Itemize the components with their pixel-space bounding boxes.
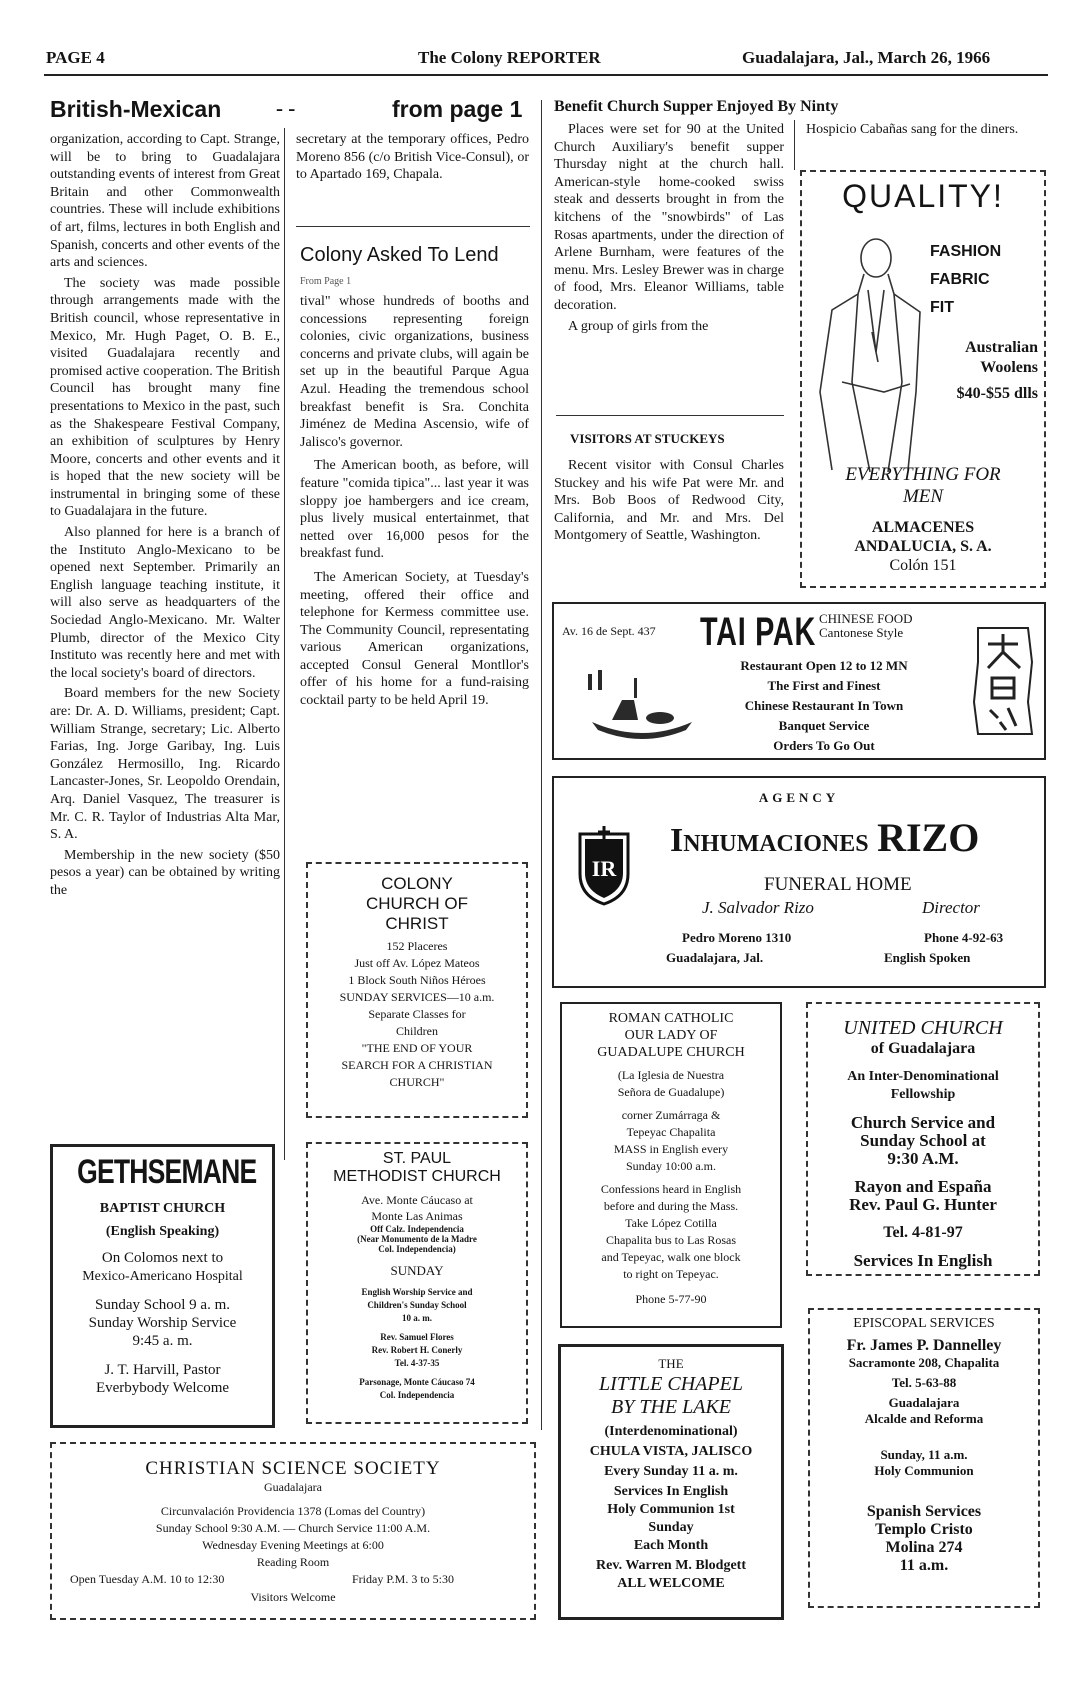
ad-address: Pedro Moreno 1310 [682,930,792,945]
ad-brand: TAI PAK [700,610,816,654]
ad-title: CHRIST [385,914,449,933]
ad-slogan: EVERYTHING FOR [845,464,1001,485]
ad-line: Ave. Monte Cáucaso at [361,1193,473,1207]
ad-line: Sunday Worship Service [88,1314,237,1331]
ad-line: Tel. 4-37-35 [394,1358,440,1368]
ad-tai-pak [552,602,1046,760]
man-illustration [812,232,932,482]
ad-line: Señora de Guadalupe) [617,1085,725,1099]
ad-line: Rev. Robert H. Conerly [371,1345,463,1355]
ad-line: Just off Av. López Mateos [354,956,480,970]
ad-title: ST. PAUL [382,1150,452,1167]
ad-gethsemane [50,1144,275,1428]
ad-title: COLONY [381,874,453,893]
paragraph: The society was made possible through arrangements made with the British council, whose representative in Mexico, Mr. Hugh Paget, O. B. E., visited Guadalajara recently and promised active cooperation. The British Council has brought many fine presentations to Mexico in the past, such as the Shakespeare Festival Company, an exhibition of sculptures by Henry Moore, concerts and other events and it is hoped that the new society will be instrumental in bringing some of these to Guadalajara in the future. [50,275,280,520]
paragraph: A group of girls from the [568,318,709,334]
story-body-visitors: Recent visitor with Consul Charles Stuckey and his wife Pat were Mr. and Mrs. Bob Boos of Redwood City, California, and Mr. and Mrs. Del Montgomery of Seattle, Washington. [554,458,784,544]
ad-point: FABRIC [930,271,990,288]
story-body-british [50,131,280,900]
ad-store: ANDALUCIA, S. A. [854,538,992,555]
ad-line: "THE END OF YOUR [361,1041,473,1055]
ad-line: Sunday School 9:30 A.M. — Church Service 11:00 A.M. [155,1521,431,1535]
paragraph: The American booth, as before, will feature "comida tipica"... last year it was sloppy joe hambergers and ice cream, plus lively musical entertainmet, that netted over 16,000 pesos for the breakfast fund. [300,458,529,562]
ad-line: Everbybody Welcome [95,1379,230,1396]
ad-line: Templo Cristo [875,1521,973,1538]
ad-line: English Worship Service and [361,1287,473,1297]
ad-line: and Tepeyac, walk one block [601,1250,741,1264]
ad-colony-church-of-christ [306,862,528,1118]
ad-line: Mexico-Americano Hospital [82,1268,243,1284]
teapot-illustration [582,660,702,740]
ad-line: Services In English [853,1251,993,1270]
ad-line: CHULA VISTA, JALISCO [589,1444,753,1459]
ad-title: UNITED CHURCH [843,1017,1003,1039]
ad-point: FIT [930,299,954,316]
ad-line: Children [396,1024,438,1038]
ad-line: (Interdenominational) [604,1424,738,1439]
ad-line: Sunday School at [860,1131,986,1150]
ad-price: $40-$55 dlls [956,385,1038,402]
ad-city: Guadalajara, Jal. [666,950,764,965]
rizo-shield-logo [576,826,632,908]
ad-line: Orders To Go Out [773,738,875,753]
jump-from-label: From Page 1 [300,276,352,287]
ad-phone: Phone 5-77-90 [635,1292,707,1306]
ad-line: SUNDAY [390,1263,444,1278]
ad-title: METHODIST CHURCH [333,1168,501,1185]
ad-line: Sunday School 9 a. m. [95,1297,230,1314]
ad-line: Church Service and [850,1113,996,1132]
chinese-characters-emblem [970,622,1036,740]
ad-episcopal-services [808,1308,1040,1608]
story-headline-colony: Colony Asked To Lend [300,244,499,266]
ad-quality-almacenes [800,170,1046,588]
ad-title: CHRISTIAN SCIENCE SOCIETY [145,1458,441,1479]
ad-line: Reading Room [256,1555,330,1569]
story-divider [556,415,784,416]
ad-brand: Inhumaciones [670,822,869,859]
ad-title: LITTLE CHAPEL [599,1373,743,1395]
ad-hours-right: Friday P.M. 3 to 5:30 [352,1572,455,1586]
ad-role: Director [922,898,980,917]
ad-title: THE [658,1356,684,1371]
ad-christian-science-society [50,1442,536,1620]
story-divider [296,226,530,227]
ad-line: corner Zumárraga & [621,1108,721,1122]
ad-line: Australian [965,339,1038,356]
ad-welcome: Visitors Welcome [250,1590,336,1604]
ad-service: FUNERAL HOME [764,874,912,895]
ad-line: The First and Finest [767,678,881,693]
headline-dash: - - [276,96,296,120]
ad-line: 11 a.m. [899,1557,949,1574]
ad-line: (English Speaking) [105,1223,220,1239]
ad-line: Woolens [980,359,1038,376]
ad-line: Wednesday Evening Meetings at 6:00 [202,1538,384,1552]
ad-language: English Spoken [884,950,971,965]
ad-our-lady-of-guadalupe [560,1002,782,1328]
ad-phone: Phone 4-92-63 [924,930,1004,945]
column-rule-1 [284,128,285,1160]
ad-phone: Tel. 5-63-88 [891,1375,957,1390]
ad-line: Holy Communion 1st [607,1502,735,1517]
ad-slogan: MEN [902,486,944,507]
ad-address: Colón 151 [889,557,957,574]
story-continuation-british: secretary at the temporary offices, Pedro Moreno 856 (c/o British Vice-Consul), or to Apartado 169, Chapala. [296,132,529,183]
ad-line: Children's Sunday School [367,1300,467,1310]
story-headline-british: British-Mexican [50,96,222,122]
ad-line: Services In English [613,1484,729,1499]
ad-address: Av. 16 de Sept. 437 [562,624,656,638]
ad-line: Chapalita bus to Las Rosas [606,1233,736,1247]
story-continuation-benefit: Hospicio Cabañas sang for the diners. [806,122,1019,137]
paragraph: The American Society, at Tuesday's meeting, offered their office and telephone for Kermess committee use. The Community Council, representating various American organizations, accepted Consul General Montllor's offer of his home for a fund-raising cocktail party to be held April 19. [300,569,529,709]
ad-brand: RIZO [877,815,980,860]
story-headline-benefit: Benefit Church Supper Enjoyed By Ninty [554,98,839,115]
ad-line: Each Month [633,1538,709,1553]
ad-line: (Near Monumento de la Madre [357,1234,477,1244]
ad-title: of Guadalajara [870,1040,976,1057]
ad-line: Sunday [648,1520,694,1535]
ad-line: Banquet Service [778,718,870,733]
ad-line: Sacramonte 208, Chapalita [848,1355,1000,1370]
paragraph: organization, according to Capt. Strange, will be to bring to Guadalajara outstanding events of interest from Great Britain and other Commonwealth countries. These will include exhibitions of art, films, lectures in both English and Spanish, concerts and other events of the arts and sciences. [50,132,280,271]
column-rule-3 [794,120,795,170]
masthead-rule [44,74,1048,76]
ad-line: Every Sunday 11 a. m. [604,1464,738,1479]
ad-united-church [806,1002,1040,1276]
ad-line: Rev. Samuel Flores [380,1332,454,1342]
ad-line: An Inter-Denominational [847,1069,999,1084]
ad-line: Fellowship [890,1087,956,1102]
ad-line: before and during the Mass. [603,1199,739,1213]
ad-line: to right on Tepeyac. [623,1267,719,1281]
ad-line: Circunvalación Providencia 1378 (Lomas del Country) [160,1504,426,1518]
dateline: Guadalajara, Jal., March 26, 1966 [742,48,991,67]
ad-line: BAPTIST CHURCH [99,1201,226,1216]
ad-inhumaciones-rizo [552,776,1046,988]
ad-line: CHURCH" [389,1075,445,1089]
logo-letters: IR [591,856,617,881]
ad-city: Guadalajara [264,1480,322,1494]
ad-line: Spanish Services [866,1503,982,1520]
ad-phone: Tel. 4-81-97 [883,1224,963,1241]
ad-line: SUNDAY SERVICES—10 a.m. [339,990,495,1004]
paragraph: Board members for the new Society are: Dr. A. D. Williams, president; Capt. William Strange, secretary; Lic. Alberto Farias, Ing. Jorge Garibay, Ing. Luis González Hermosillo, Ing. Ricardo Lancaster-Jones, Sr. Leopoldo Orendain, Arq. Daniel Vasquez, The treasurer is Mr. C. R. Taylor of Industrias Alta Mar, S. A. [50,686,280,843]
ad-line: Col. Independencia) [378,1244,456,1254]
ad-title: GUADALUPE CHURCH [597,1045,745,1060]
ad-line: (La Iglesia de Nuestra [617,1068,725,1082]
ad-tag: Cantonese Style [819,625,904,640]
ad-line: Holy Communion [874,1463,974,1478]
ad-little-chapel-by-the-lake [558,1344,784,1620]
ad-title: BY THE LAKE [610,1396,732,1418]
ad-hours-left: Open Tuesday A.M. 10 to 12:30 [70,1572,225,1586]
ad-line: 10 a. m. [402,1313,432,1323]
ad-line: J. T. Harvill, Pastor [104,1362,221,1379]
ad-line: ALL WELCOME [617,1576,725,1591]
ad-line: 1 Block South Niños Héroes [348,973,486,987]
jump-label: from page 1 [392,96,523,122]
ad-line: Molina 274 [885,1539,963,1556]
ad-headline: QUALITY! [842,178,1004,214]
ad-line: SEARCH FOR A CHRISTIAN [341,1058,493,1072]
ad-line: 152 Placeres [386,939,448,953]
paragraph: Places were set for 90 at the United Church Auxiliary's benefit supper Thursday night at the church hall. American-style home-cooked swiss steak and desserts brought in from the kitchens of the "snowbirds" of Las Rosas apartments, under the direction of Arlene Burnham, were features of the menu. Mrs. Lesley Brewer was in charge of food, Mrs. Eleanor Williams, table decoration. [554,122,784,313]
ad-line: Separate Classes for [368,1007,466,1021]
ad-line: Take López Cotilla [625,1216,717,1230]
ad-line: 9:45 a. m. [132,1332,193,1349]
ad-line: On Colomos next to [101,1250,224,1267]
ad-line: Rev. Paul G. Hunter [849,1195,997,1214]
ad-title: GETHSEMANE [77,1153,257,1191]
story-headline-visitors: VISITORS AT STUCKEYS [570,431,725,446]
ad-line: Parsonage, Monte Cáucaso 74 [359,1377,475,1387]
ad-line: Restaurant Open 12 to 12 MN [740,658,908,673]
paragraph: Membership in the new society ($50 pesos a year) can be obtained by writing the [50,847,280,898]
ad-line: Rev. Warren M. Blodgett [596,1558,746,1573]
ad-line: Fr. James P. Dannelley [846,1337,1002,1354]
ad-line: Col. Independencia [379,1390,455,1400]
ad-line: Sunday, 11 a.m. [880,1447,968,1462]
ad-store: ALMACENES [871,519,975,536]
column-rule-2 [541,100,542,1430]
ad-title: OUR LADY OF [624,1028,718,1043]
story-body-benefit [554,121,784,335]
ad-line: Alcalde and Reforma [864,1411,984,1426]
ad-line: Rayon and España [854,1177,992,1196]
ad-line: MASS in English every [613,1142,729,1156]
ad-agency-label: AGENCY [758,790,840,805]
ad-line: Tepeyac Chapalita [626,1125,716,1139]
ad-point: FASHION [930,243,1002,260]
ad-line: Monte Las Animas [371,1209,463,1223]
ad-line: 9:30 A.M. [887,1149,959,1168]
ad-person: J. Salvador Rizo [702,898,814,917]
ad-title: EPISCOPAL SERVICES [853,1316,995,1331]
ad-line: Chinese Restaurant In Town [744,698,904,713]
ad-title: CHURCH OF [366,894,468,913]
ad-line: Confessions heard in English [600,1182,742,1196]
page-number: PAGE 4 [46,48,105,67]
ad-st-paul-methodist [306,1142,528,1424]
newspaper-name: The Colony REPORTER [418,48,601,67]
ad-tag: CHINESE FOOD [819,611,913,626]
paragraph: tival" whose hundreds of booths and concessions representing foreign colonies, civic organizations, business concerns and private clubs, will again be set up in the beautiful Parque Agua Azul. Heading the tremendous school breakfast benefit is Sra. Conchita Jiménez de Medina Ascensio, wife of Jalisco's governor. [300,294,529,450]
ad-line: Sunday 10:00 a.m. [626,1159,716,1173]
story-body-colony [300,293,529,710]
ad-line: Off Calz. Independencia [370,1224,464,1234]
ad-title: ROMAN CATHOLIC [608,1011,734,1026]
ad-line: Guadalajara [888,1395,960,1410]
paragraph: Also planned for here is a branch of the Instituto Anglo-Mexicano to be opened next September. Primarily an English language teaching institute, it will also serve as headquarters of the Sociedad Anglo-Mexicano. Mr. Walter Plumb, director of the Mexico City Instituto was recently here and met with the local society's board of directors. [50,525,280,681]
